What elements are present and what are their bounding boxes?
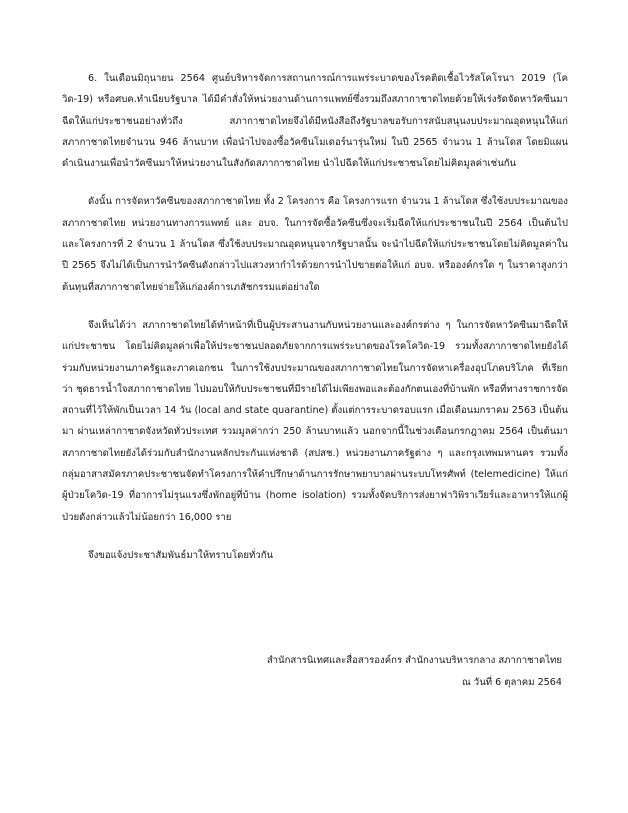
signature-block	[62, 650, 562, 694]
document-body	[62, 68, 568, 583]
issue-date: ณ วันที่ 6 ตุลาคม 2564	[461, 677, 562, 688]
paragraph-6-vaccine-order: 6. ในเดือนมิถุนายน 2564 ศูนย์บริหารจัดการสถานการณ์การแพร่ระบาดของโรคติดเชื้อไวรัสโคโรนา 2019 (โควิด-19) หรือศบค.ทำเนียบรัฐบาล ได้มีคำสั่งให้หน่วยงานด้านการแพทย์ซึ่งรวมถึงสภากาชาดไทยด้วยให้เร่งรัดจัดหาวัคซีนมาฉีดให้แก่ประชาชนอย่างทั่วถึง สภากาชาดไทยจึงได้มีหนังสือถึงรัฐบาลขอรับการสนับสนุนงบประมาณอุดหนุนให้แก่สภากาชาดไทยจำนวน 946 ล้านบาท เพื่อนำไปจองซื้อวัคซีนโมเดอร์นารุ่นใหม่ ในปี 2565 จำนวน 1 ล้านโดส โดยมิแผนดำเนินงานเพื่อนำวัคซีนมาให้หน่วยงานในสังกัดสภากาชาดไทย นำไปฉีดให้แก่ประชาชนโดยไม่คิดมูลค่าเช่นกัน	[62, 73, 568, 170]
paragraph-two-projects: ดังนั้น การจัดหาวัคซีนของสภากาชาดไทย ทั้ง 2 โครงการ คือ โครงการแรก จำนวน 1 ล้านโดส ซึ่งใช้งบประมาณของสภากาชาดไทย หน่วยงานทางการแพทย์ และ อบจ. ในการจัดซื้อวัคซีนซึ่งจะเริ่มฉีดให้แก่ประชาชนในปี 2564 เป็นต้นไป และโครงการที่ 2 จำนวน 1 ล้านโดส ซึ่งใช้งบประมาณอุดหนุนจากรัฐบาลนั้น จะนำไปฉีดให้แก่ประชาชนโดยไม่คิดมูลค่าในปี 2565 จึงไม่ได้เป็นการนำวัคซีนดังกล่าวไปแสวงหากำไรด้วยการนำไปขายต่อให้แก่ อบจ. หรือองค์กรใด ๆ ในราคาสูงกว่าต้นทุนที่สภากาชาดไทยจ่ายให้แก่องค์การเภสัชกรรมแต่อย่างใด	[62, 196, 568, 293]
paragraph-closing: จึงขอแจ้งประชาสัมพันธ์มาให้ทราบโดยทั่วกัน	[88, 549, 274, 561]
issuing-office: สำนักสารนิเทศและสื่อสารองค์กร สำนักงานบริหารกลาง สภากาชาดไทย	[266, 655, 562, 666]
paragraph-coordination: จึงเห็นได้ว่า สภากาชาดไทยได้ทำหน้าที่เป็นผู้ประสานงานกับหน่วยงานและองค์กรต่าง ๆ ในการจัดหาวัคซีนมาฉีดให้แก่ประชาชน โดยไม่คิดมูลค่าเพื่อให้ประชาชนปลอดภัยจากการแพร่ระบาดของโรคโควิด-19 รวมทั้งสภากาชาดไทยยังได้ร่วมกับหน่วยงานภาครัฐและภาคเอกชน ในการใช้งบประมาณของสภากาชาดไทยในการจัดหาเครื่องอุปโภคบริโภค ที่เรียกว่า ชุดธารน้ำใจสภากาชาดไทย ไปมอบให้กับประชาชนที่มีรายได้ไม่เพียงพอและต้องกักตนเองที่บ้านพัก หรือที่ทางราชการจัดสถานที่ไว้ให้พักเป็นเวลา 14 วัน (local and state quarantine) ตั้งแต่การระบาดรอบแรก เมื่อเดือนมกราคม 2563 เป็นต้นมา ผ่านเหล่ากาชาดจังหวัดทั่วประเทศ รวมมูลค่ากว่า 250 ล้านบาทแล้ว นอกจากนี้ในช่วงเดือนกรกฎาคม 2564 เป็นต้นมา สภากาชาดไทยยังได้ร่วมกับสำนักงานหลักประกันแห่งชาติ (สปสช.) หน่วยงานภาครัฐต่าง ๆ และกรุงเทพมหานคร รวมทั้งกลุ่มอาสาสมัครภาคประชาชนจัดทำโครงการให้คำปรึกษาด้านการรักษาพยาบาลผ่านระบบโทรศัพท์ (telemedicine) ให้แก่ผู้ป่วยโควิด-19 ที่อาการไม่รุนแรงซึ่งพักอยู่ที่บ้าน (home isolation) รวมทั้งจัดบริการส่งยาฟาวิพิราเวียร์และอาหารให้แก่ผู้ป่วยดังกล่าวแล้วไม่น้อยกว่า 16,000 ราย	[62, 319, 568, 523]
